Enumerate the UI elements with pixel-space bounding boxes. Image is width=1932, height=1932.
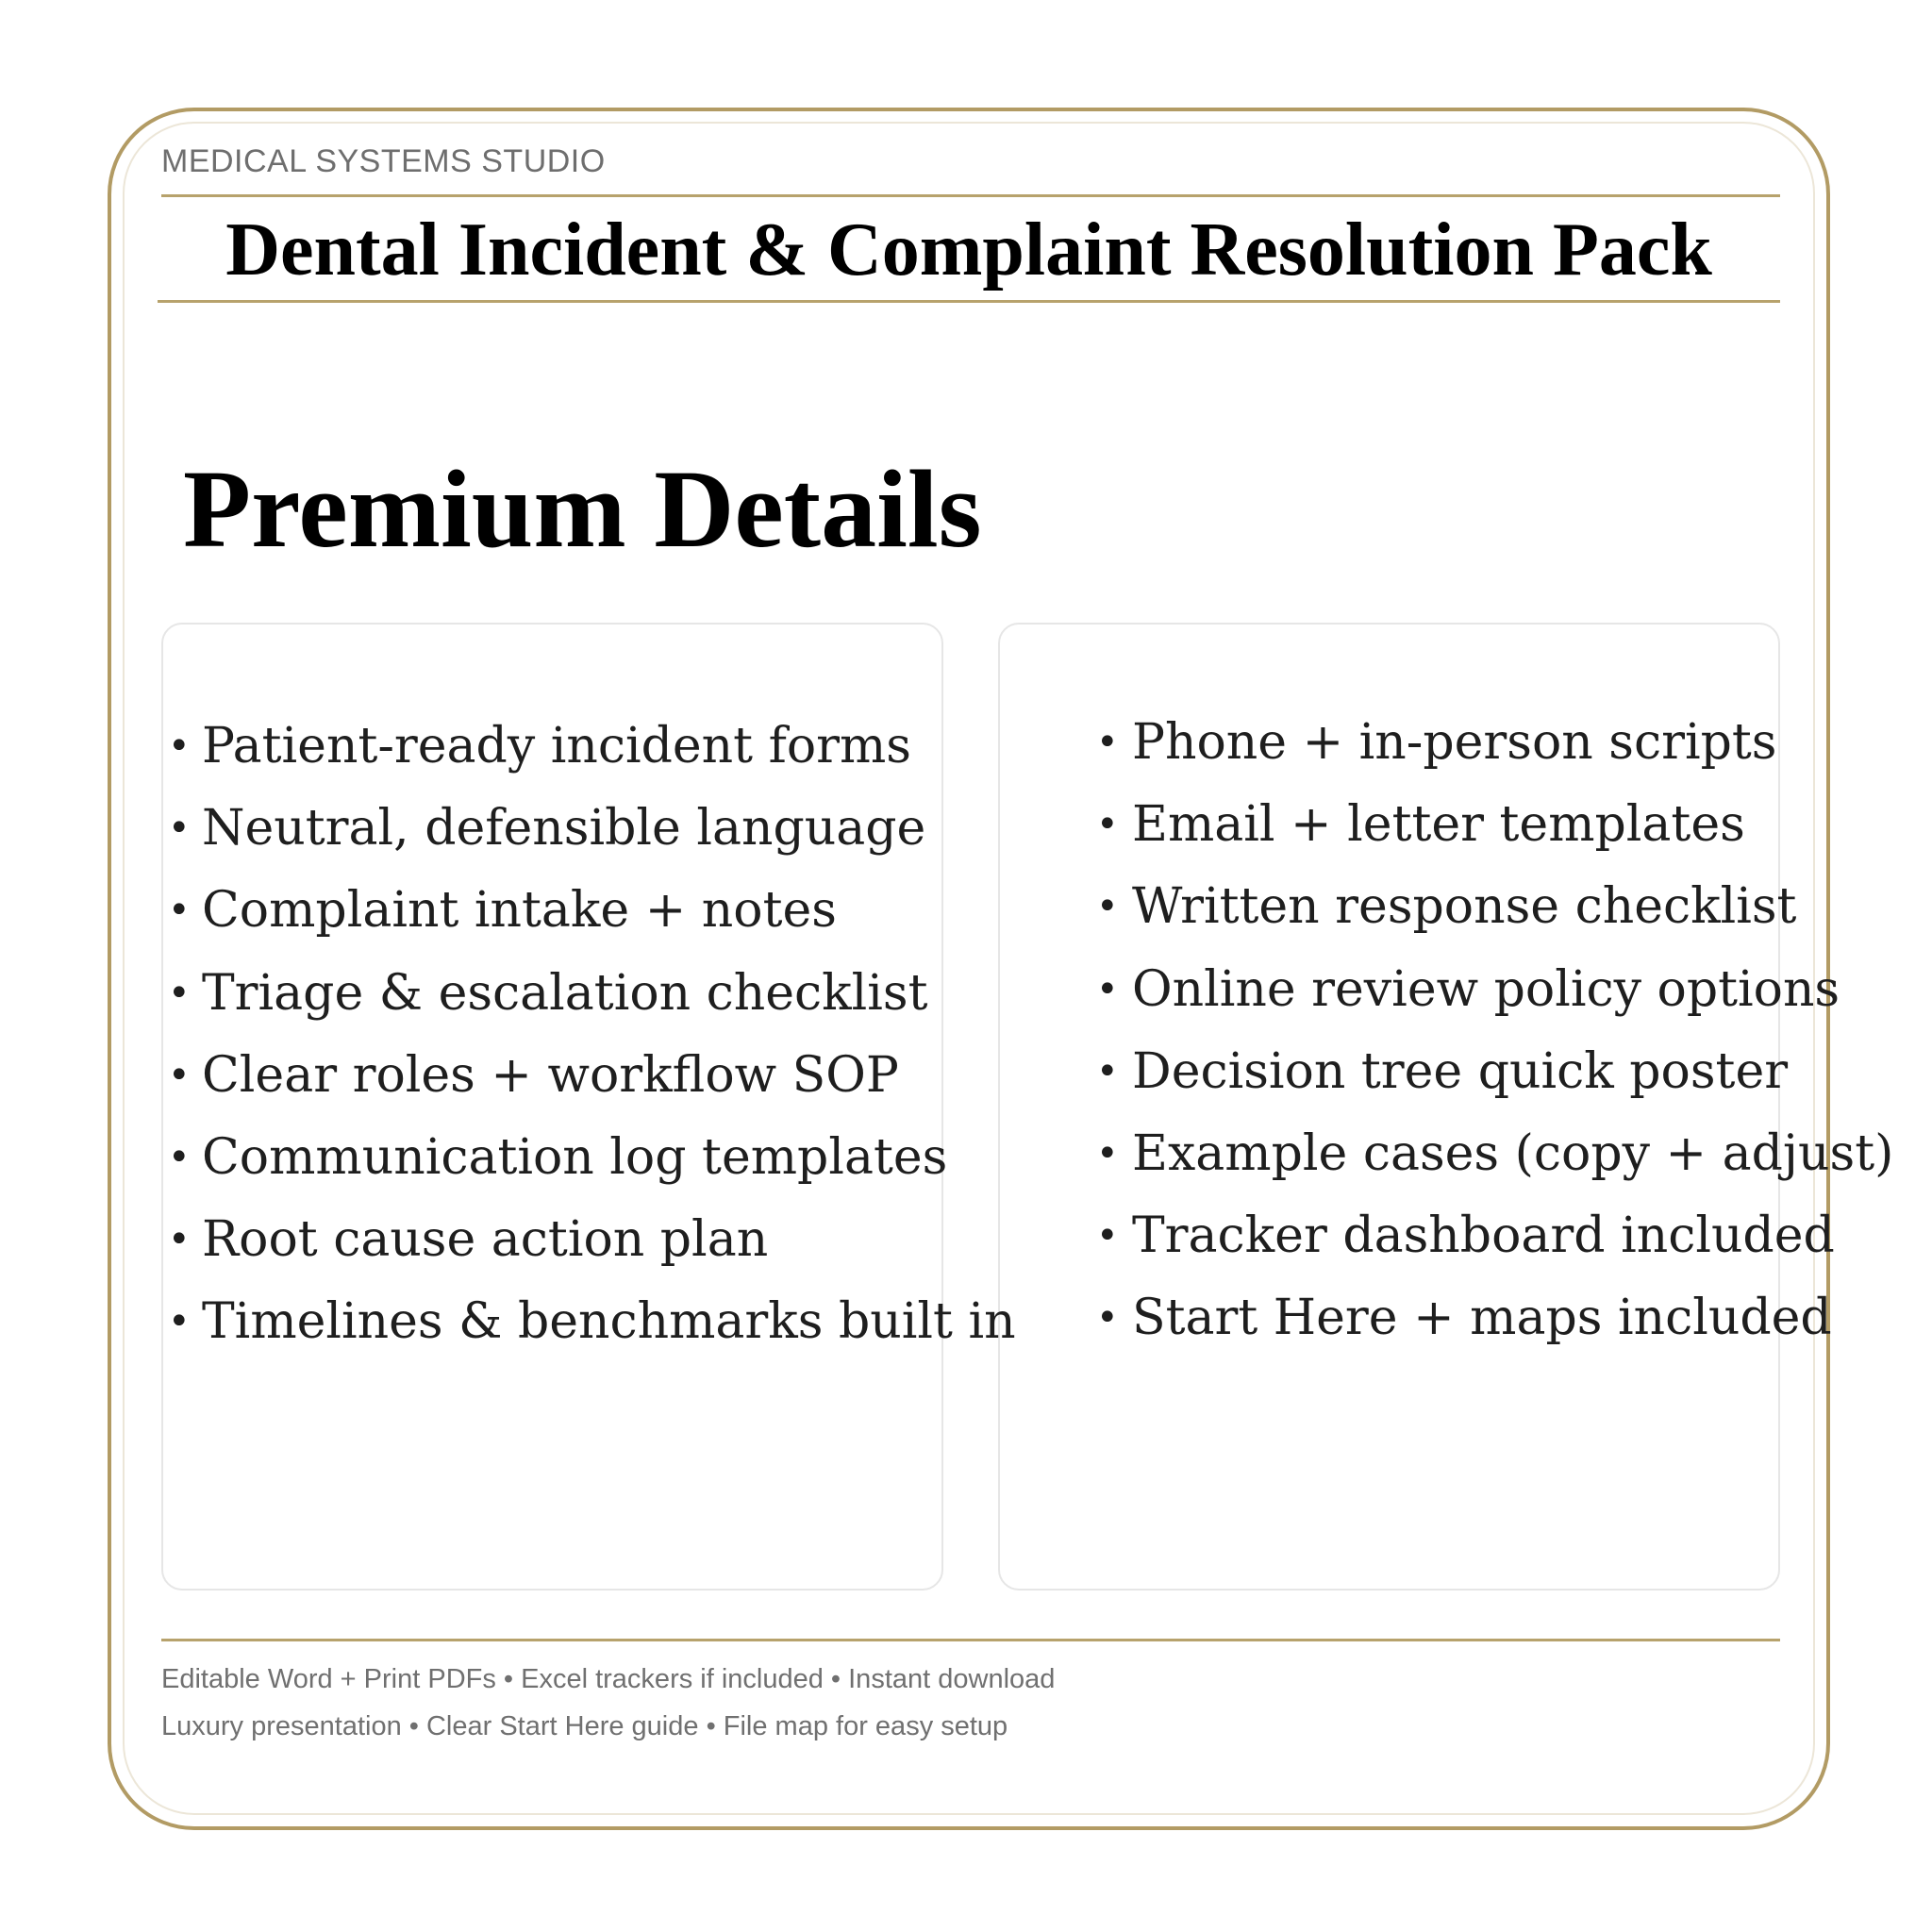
footer-line-1: Editable Word + Print PDFs • Excel trackers if included • Instant download: [161, 1664, 1056, 1694]
bullet-icon: •: [168, 807, 191, 851]
bullet-icon: •: [168, 889, 191, 933]
feature-text: Triage & escalation checklist: [202, 964, 928, 1022]
features-list-left: [164, 706, 1016, 1364]
feature-text: Start Here + maps included: [1132, 1290, 1832, 1347]
feature-text: Email + letter templates: [1132, 796, 1745, 854]
list-item: [1096, 1277, 1893, 1359]
list-item: [164, 1035, 1016, 1117]
list-item: [1096, 1195, 1893, 1277]
list-item: [164, 870, 1016, 952]
section-title: Premium Details: [183, 447, 982, 571]
feature-text: Complaint intake + notes: [202, 882, 837, 940]
feature-text: Patient-ready incident forms: [202, 718, 911, 774]
divider-top: [161, 194, 1780, 197]
features-list-right: [1096, 702, 1893, 1360]
list-item: [164, 1199, 1016, 1281]
list-item: [1096, 702, 1893, 784]
feature-text: Neutral, defensible language: [202, 800, 926, 858]
feature-text: Clear roles + workflow SOP: [202, 1046, 899, 1104]
list-item: [164, 953, 1016, 1035]
list-item: [1096, 866, 1893, 948]
feature-text: Phone + in-person scripts: [1132, 714, 1777, 771]
list-item: [164, 1281, 1016, 1363]
bullet-icon: •: [1096, 885, 1119, 929]
pack-title: Dental Incident & Complaint Resolution Pack: [225, 208, 1712, 291]
feature-text: Tracker dashboard included: [1132, 1208, 1835, 1265]
brand-label: MEDICAL SYSTEMS STUDIO: [161, 143, 606, 179]
bullet-icon: •: [1096, 1296, 1119, 1341]
bullet-icon: •: [168, 971, 191, 1015]
feature-text: Communication log templates: [202, 1128, 948, 1186]
bullet-icon: •: [1096, 1049, 1119, 1093]
feature-text: Timelines & benchmarks built in: [202, 1293, 1016, 1351]
bullet-icon: •: [1096, 967, 1119, 1011]
feature-text: Root cause action plan: [202, 1211, 769, 1269]
bullet-icon: •: [168, 1053, 191, 1097]
bullet-icon: •: [168, 1135, 191, 1179]
bullet-icon: •: [1096, 1214, 1119, 1258]
feature-text: Online review policy options: [1132, 960, 1840, 1018]
divider-footer: [161, 1639, 1780, 1641]
bullet-icon: •: [168, 1300, 191, 1344]
bullet-icon: •: [1096, 803, 1119, 847]
divider-under-title: [158, 300, 1780, 303]
bullet-icon: •: [168, 724, 191, 768]
feature-text: Decision tree quick poster: [1132, 1042, 1789, 1100]
list-item: [164, 1117, 1016, 1199]
list-item: [1096, 949, 1893, 1031]
bullet-icon: •: [1096, 1131, 1119, 1175]
list-item: [1096, 1113, 1893, 1195]
bullet-icon: •: [1096, 721, 1119, 764]
list-item: [1096, 1031, 1893, 1113]
footer-line-2: Luxury presentation • Clear Start Here guide • File map for easy setup: [161, 1711, 1008, 1741]
feature-text: Example cases (copy + adjust): [1132, 1124, 1894, 1182]
list-item: [164, 788, 1016, 870]
bullet-icon: •: [168, 1218, 191, 1262]
list-item: [1096, 784, 1893, 866]
list-item: [164, 706, 1016, 788]
feature-text: Written response checklist: [1132, 878, 1797, 936]
